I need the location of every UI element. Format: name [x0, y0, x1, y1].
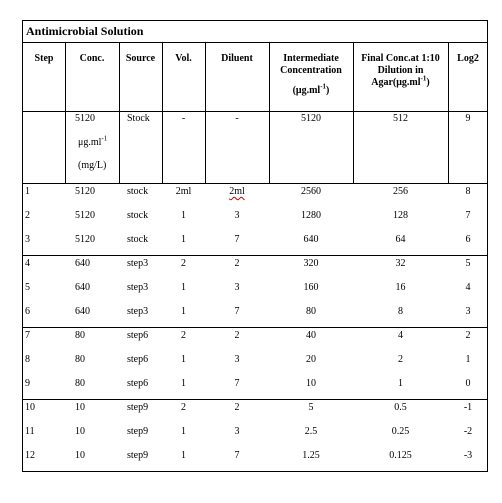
cell-log2: 3 — [465, 306, 471, 317]
cell-vol: 2 — [181, 330, 186, 341]
cell-source: step3 — [127, 258, 149, 269]
cell-source: step9 — [127, 450, 149, 461]
cell-vol: 2 — [181, 402, 186, 413]
cell-source: stock — [127, 234, 149, 245]
cell-conc: 80 — [75, 330, 85, 341]
cell-intermediate: 40 — [306, 330, 316, 341]
cell-step: 5 — [25, 282, 30, 293]
cell-step: 8 — [25, 354, 30, 365]
cell-intermediate: 5 — [308, 402, 314, 413]
cell-vol: 1 — [181, 450, 186, 461]
cell-conc: 10 — [75, 450, 85, 461]
cell-intermediate: 1280 — [301, 210, 321, 221]
cell-source: stock — [127, 210, 149, 221]
cell-log2: 4 — [465, 282, 471, 293]
cell-source: step6 — [127, 330, 149, 341]
cell-conc: 5120 — [75, 186, 95, 197]
stock-log2: 9 — [465, 113, 471, 124]
cell-vol: 1 — [181, 354, 186, 365]
stock-unit-mgl: (mg/L) — [78, 160, 107, 171]
group3-rule — [23, 399, 487, 400]
cell-final: 128 — [393, 210, 408, 221]
cell-intermediate: 2560 — [301, 186, 321, 197]
cell-log2: -2 — [463, 426, 473, 437]
header-intermediate-label: Intermediate Concentration — [280, 53, 342, 76]
cell-log2: 8 — [465, 186, 471, 197]
cell-diluent: 3 — [234, 282, 240, 293]
cell-step: 6 — [25, 306, 30, 317]
cell-log2: 6 — [465, 234, 471, 245]
cell-final: 4 — [398, 330, 403, 341]
cell-intermediate: 320 — [303, 258, 319, 269]
cell-vol: 1 — [181, 378, 186, 389]
unit-text: ) — [426, 77, 430, 88]
cell-final: 64 — [395, 234, 406, 245]
cell-conc: 640 — [75, 306, 90, 317]
cell-final: 16 — [395, 282, 406, 293]
stock-conc: 5120 — [75, 113, 95, 124]
cell-source: step6 — [127, 354, 149, 365]
unit-exponent: -1 — [320, 82, 327, 91]
cell-log2: 0 — [465, 378, 471, 389]
cell-diluent: 2 — [234, 330, 240, 341]
cell-vol: 2 — [181, 258, 186, 269]
cell-source: stock — [127, 186, 149, 197]
cell-source: step3 — [127, 306, 149, 317]
cell-final: 2 — [398, 354, 403, 365]
table-title: Antimicrobial Solution — [26, 24, 144, 38]
cell-source: step9 — [127, 426, 149, 437]
cell-conc: 5120 — [75, 210, 95, 221]
cell-vol: 2ml — [175, 186, 192, 197]
cell-diluent: 2 — [234, 258, 240, 269]
cell-final: 32 — [395, 258, 406, 269]
cell-log2: 7 — [465, 210, 471, 221]
stock-final: 512 — [393, 113, 408, 124]
cell-intermediate: 10 — [306, 378, 316, 389]
header-intermediate-unit — [271, 82, 351, 97]
cell-diluent: 3 — [234, 210, 240, 221]
title-rule — [23, 42, 487, 43]
stock-source: Stock — [127, 113, 150, 124]
cell-step: 3 — [25, 234, 30, 245]
cell-vol: 1 — [181, 234, 186, 245]
cell-vol: 1 — [181, 426, 186, 437]
cell-intermediate: 20 — [306, 354, 316, 365]
cell-source: step6 — [127, 378, 149, 389]
unit-text: ) — [326, 85, 330, 96]
cell-conc: 80 — [75, 378, 85, 389]
cell-diluent: 7 — [234, 306, 240, 317]
header-final — [355, 53, 446, 89]
stock-diluent: - — [235, 113, 239, 124]
cell-intermediate: 160 — [303, 282, 319, 293]
stock-row-rule — [23, 183, 487, 184]
unit-text: μg.ml — [78, 137, 102, 148]
cell-vol: 1 — [181, 282, 186, 293]
stock-unit — [78, 134, 108, 149]
header-final-label: Final Conc.at 1:10 Dilution in — [361, 53, 440, 76]
cell-log2: -1 — [463, 402, 473, 413]
cell-log2: -3 — [463, 450, 473, 461]
cell-final: 8 — [398, 306, 403, 317]
cell-final: 0.125 — [389, 450, 412, 461]
cell-step: 11 — [25, 426, 35, 437]
cell-vol: 1 — [181, 306, 186, 317]
cell-step: 9 — [25, 378, 30, 389]
cell-vol: 1 — [181, 210, 186, 221]
cell-source: step9 — [127, 402, 149, 413]
header-intermediate — [271, 53, 351, 97]
stock-intermediate: 5120 — [301, 113, 321, 124]
unit-text: (μg.ml — [292, 85, 321, 96]
antimicrobial-table — [22, 20, 488, 472]
cell-final: 1 — [398, 378, 403, 389]
cell-conc: 10 — [75, 426, 85, 437]
cell-intermediate: 2.5 — [304, 426, 318, 437]
cell-intermediate: 1.25 — [302, 450, 320, 461]
cell-diluent: 7 — [234, 234, 240, 245]
cell-conc: 5120 — [75, 234, 95, 245]
header-conc: Conc. — [79, 53, 105, 64]
cell-step: 12 — [25, 450, 35, 461]
cell-diluent — [205, 186, 269, 198]
cell-diluent: 3 — [234, 426, 240, 437]
stock-vol: - — [181, 113, 186, 124]
header-rule — [23, 111, 487, 112]
cell-diluent: 2 — [234, 402, 240, 413]
unit-exponent: -1 — [420, 74, 427, 83]
unit-exponent: -1 — [101, 134, 108, 143]
header-diluent: Diluent — [221, 53, 253, 64]
cell-conc: 640 — [75, 258, 90, 269]
cell-conc: 640 — [75, 282, 90, 293]
cell-step: 1 — [25, 186, 30, 197]
header-step: Step — [34, 53, 54, 64]
cell-conc: 80 — [75, 354, 85, 365]
spellcheck-underlined-text: 2ml — [229, 186, 245, 197]
cell-step: 4 — [25, 258, 30, 269]
cell-diluent: 7 — [234, 378, 240, 389]
cell-step: 7 — [25, 330, 30, 341]
cell-step: 10 — [25, 402, 35, 413]
unit-text: Agar(μg.ml — [371, 77, 421, 88]
cell-final: 0.25 — [391, 426, 410, 437]
cell-diluent: 7 — [234, 450, 240, 461]
group2-rule — [23, 327, 487, 328]
cell-final: 0.5 — [394, 402, 407, 413]
cell-source: step3 — [127, 282, 149, 293]
cell-log2: 1 — [465, 354, 471, 365]
header-source: Source — [125, 53, 156, 64]
cell-intermediate: 80 — [306, 306, 316, 317]
cell-log2: 5 — [465, 258, 471, 269]
header-log2: Log2 — [457, 53, 479, 64]
cell-log2: 2 — [465, 330, 471, 341]
cell-intermediate: 640 — [303, 234, 319, 245]
header-final-unit — [355, 74, 446, 89]
header-vol: Vol. — [175, 53, 192, 64]
group1-rule — [23, 255, 487, 256]
cell-final: 256 — [393, 186, 408, 197]
cell-step: 2 — [25, 210, 30, 221]
cell-conc: 10 — [75, 402, 85, 413]
cell-diluent: 3 — [234, 354, 240, 365]
